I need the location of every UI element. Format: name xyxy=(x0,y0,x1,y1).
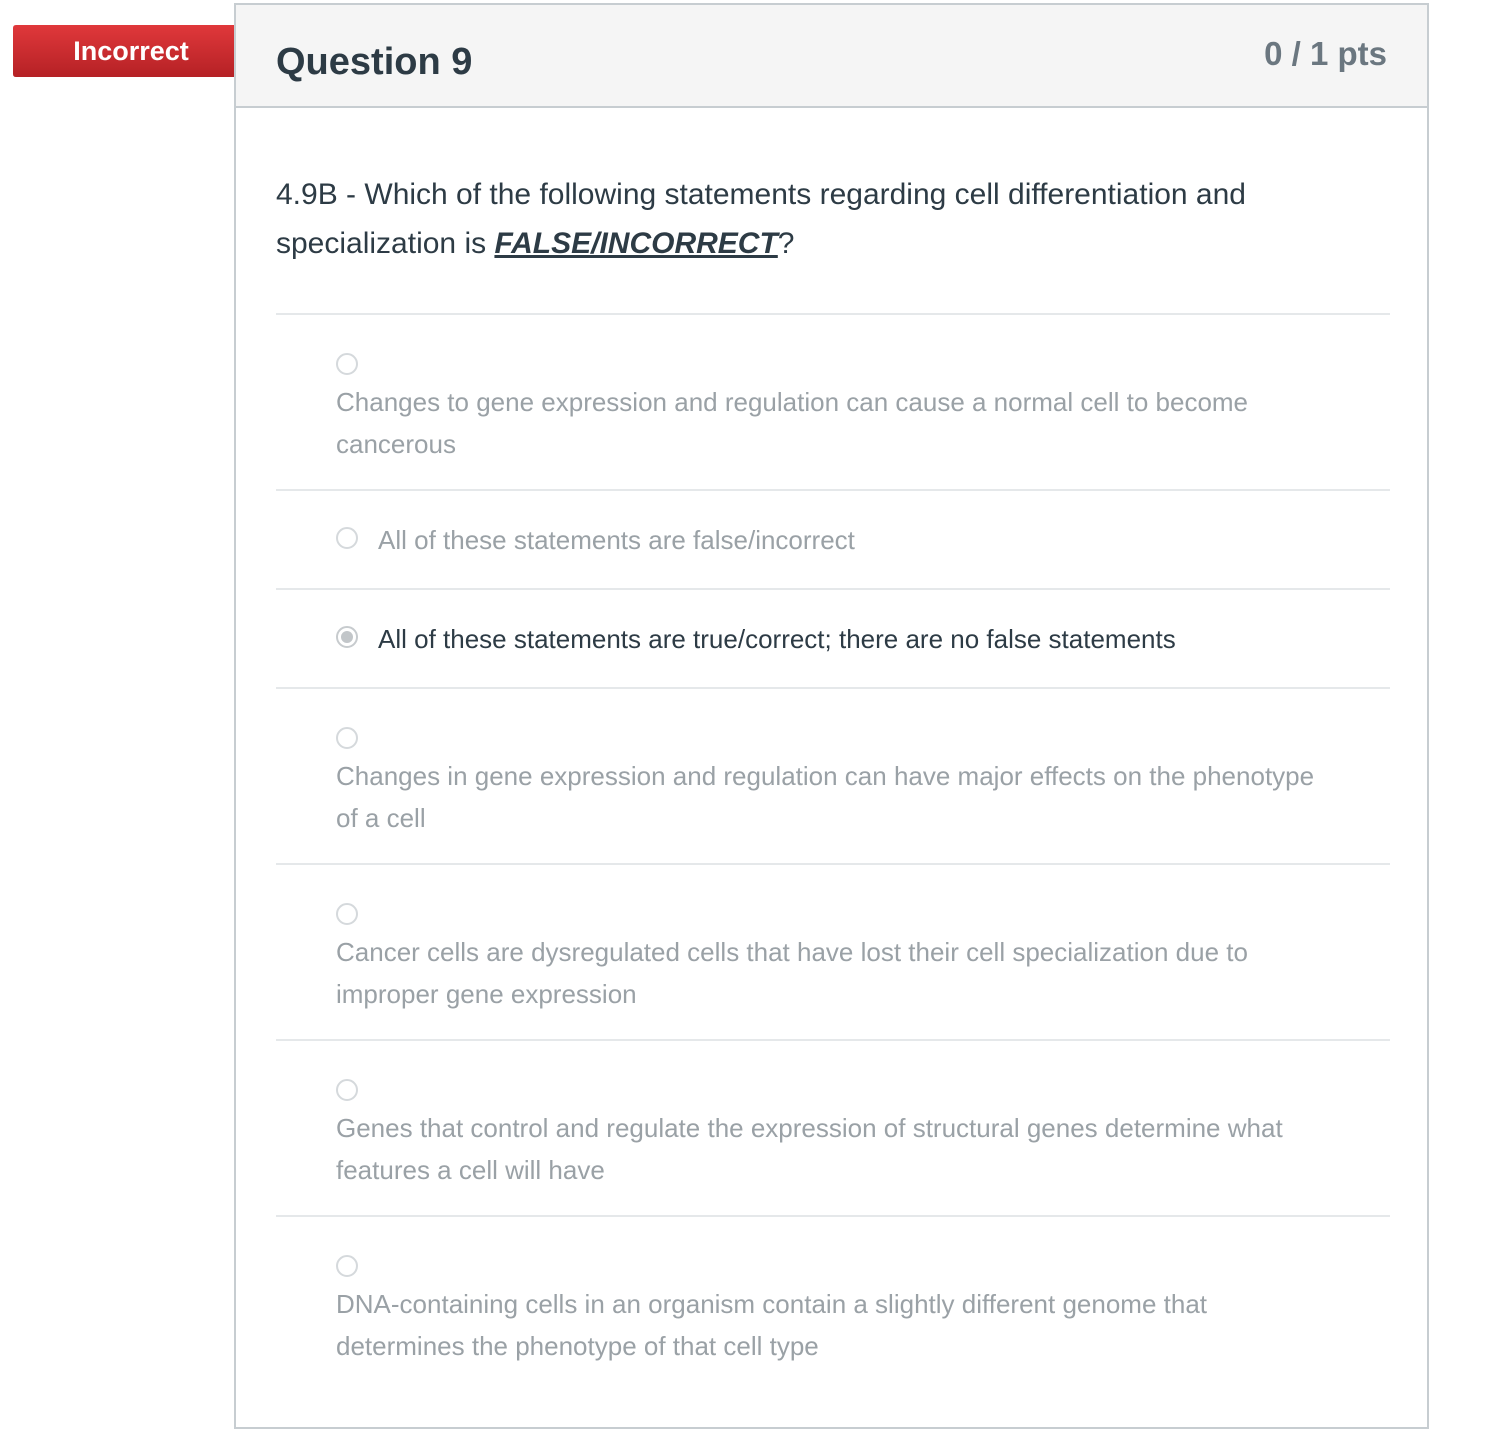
answer-option[interactable] xyxy=(276,1039,1390,1215)
answer-label: DNA-containing cells in an organism contain a slightly different genome that determines the phenotype of that cell type xyxy=(336,1289,1207,1361)
answer-list xyxy=(276,313,1390,1391)
radio-button[interactable] xyxy=(336,353,358,375)
answer-label: Changes in gene expression and regulation can have major effects on the phenotype of a cell xyxy=(336,761,1315,833)
question-text-prefix: 4.9B - Which of the following statements regarding cell differentiation and specialization is xyxy=(276,178,1246,260)
question-text-emphasis: FALSE/INCORRECT xyxy=(494,227,778,260)
answer-label: Cancer cells are dysregulated cells that have lost their cell specialization due to improper gene expression xyxy=(336,937,1248,1009)
radio-button[interactable] xyxy=(336,727,358,749)
answer-option[interactable] xyxy=(276,489,1390,588)
question-points: 0 / 1 pts xyxy=(1264,35,1387,72)
radio-button[interactable] xyxy=(336,1079,358,1101)
answer-label: Changes to gene expression and regulation can cause a normal cell to become cancerous xyxy=(336,387,1249,459)
radio-button[interactable] xyxy=(336,527,358,549)
question-card xyxy=(234,3,1429,1429)
answer-label: All of these statements are false/incorrect xyxy=(378,525,855,555)
answer-option-selected[interactable] xyxy=(276,588,1390,687)
radio-button-selected[interactable] xyxy=(336,626,358,648)
radio-button[interactable] xyxy=(336,903,358,925)
question-text-suffix: ? xyxy=(777,227,795,260)
answer-option[interactable] xyxy=(276,1215,1390,1391)
badge-label: Incorrect xyxy=(73,36,189,66)
question-text xyxy=(276,170,1386,268)
answer-label: Genes that control and regulate the expression of structural genes determine what features a cell will have xyxy=(336,1113,1283,1185)
answer-option[interactable] xyxy=(276,687,1390,863)
incorrect-badge xyxy=(13,25,265,77)
answer-option[interactable] xyxy=(276,863,1390,1039)
radio-button[interactable] xyxy=(336,1255,358,1277)
answer-label: All of these statements are true/correct; there are no false statements xyxy=(378,624,1176,654)
question-header xyxy=(236,5,1427,108)
answer-option[interactable] xyxy=(276,313,1390,489)
question-title: Question 9 xyxy=(276,41,473,83)
